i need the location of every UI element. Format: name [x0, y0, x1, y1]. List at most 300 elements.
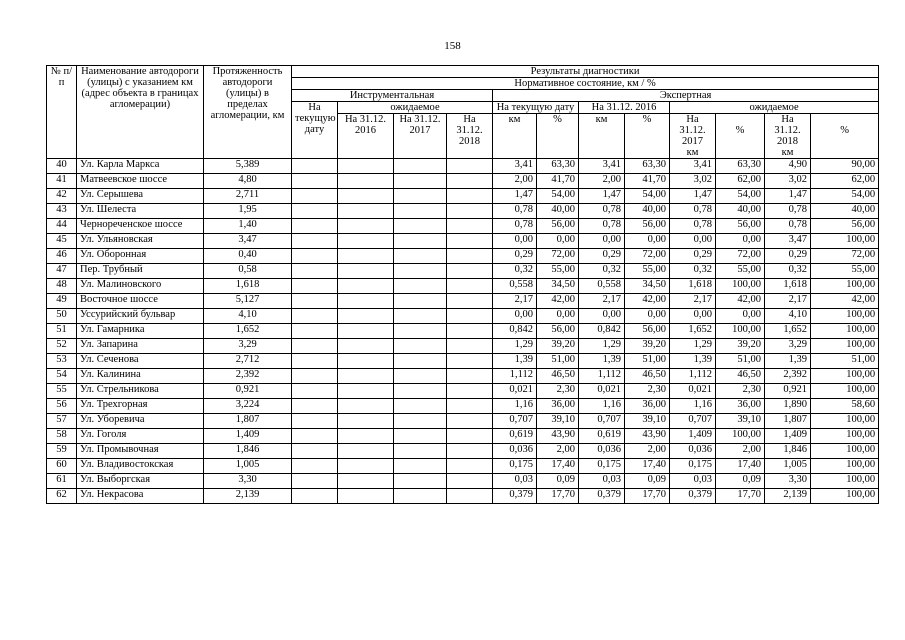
instr-2018-cell — [447, 324, 493, 339]
row-number-cell: 61 — [47, 474, 77, 489]
page-number: 158 — [444, 40, 461, 52]
current-km-cell: 1,112 — [493, 369, 537, 384]
km-2018-cell: 0,29 — [765, 249, 811, 264]
current-pct-cell: 17,70 — [537, 489, 579, 504]
instr-2017-cell — [394, 309, 447, 324]
road-name-cell: Уссурийский бульвар — [77, 309, 204, 324]
km-2016-cell: 0,175 — [579, 459, 625, 474]
pct-2016-cell: 34,50 — [625, 279, 670, 294]
pct-2016-cell: 39,10 — [625, 414, 670, 429]
pct-2016-cell: 56,00 — [625, 219, 670, 234]
instr-2016-cell — [338, 414, 394, 429]
pct-2017-cell: 17,40 — [716, 459, 765, 474]
instr-2018-cell — [447, 339, 493, 354]
current-pct-cell: 0,00 — [537, 309, 579, 324]
pct-2016-cell: 46,50 — [625, 369, 670, 384]
current-pct-cell: 34,50 — [537, 279, 579, 294]
instr-2017-cell — [394, 474, 447, 489]
row-number-cell: 49 — [47, 294, 77, 309]
header-pct: % — [537, 114, 579, 159]
km-2018-cell: 2,139 — [765, 489, 811, 504]
instr-current-cell — [292, 369, 338, 384]
instr-2017-cell — [394, 399, 447, 414]
table-row — [47, 249, 879, 264]
road-length-cell: 4,10 — [204, 309, 292, 324]
km-2016-cell: 0,78 — [579, 219, 625, 234]
instr-current-cell — [292, 189, 338, 204]
table-row — [47, 489, 879, 504]
km-2018-cell: 4,90 — [765, 159, 811, 174]
pct-2018-cell: 100,00 — [811, 429, 879, 444]
instr-2016-cell — [338, 279, 394, 294]
current-km-cell: 0,29 — [493, 249, 537, 264]
road-length-cell: 2,711 — [204, 189, 292, 204]
instr-current-cell — [292, 309, 338, 324]
pct-2018-cell: 100,00 — [811, 279, 879, 294]
pct-2016-cell: 2,30 — [625, 384, 670, 399]
km-2018-cell: 3,29 — [765, 339, 811, 354]
pct-2016-cell: 2,00 — [625, 444, 670, 459]
row-number-cell: 57 — [47, 414, 77, 429]
km-2017-cell: 0,32 — [670, 264, 716, 279]
road-length-cell: 1,807 — [204, 414, 292, 429]
instr-2018-cell — [447, 249, 493, 264]
instr-2016-cell — [338, 399, 394, 414]
instr-2016-cell — [338, 189, 394, 204]
row-number-cell: 45 — [47, 234, 77, 249]
current-km-cell: 0,036 — [493, 444, 537, 459]
instr-2016-cell — [338, 249, 394, 264]
table-row — [47, 174, 879, 189]
pct-2018-cell: 100,00 — [811, 324, 879, 339]
header-expert-2018: На 31.12. 2018 км — [765, 114, 811, 159]
pct-2016-cell: 39,20 — [625, 339, 670, 354]
instr-2018-cell — [447, 369, 493, 384]
table-row — [47, 384, 879, 399]
instr-current-cell — [292, 459, 338, 474]
pct-2016-cell: 40,00 — [625, 204, 670, 219]
pct-2016-cell: 0,00 — [625, 309, 670, 324]
current-km-cell: 1,29 — [493, 339, 537, 354]
pct-2018-cell: 62,00 — [811, 174, 879, 189]
row-number-cell: 43 — [47, 204, 77, 219]
pct-2018-cell: 100,00 — [811, 369, 879, 384]
km-2016-cell: 0,78 — [579, 204, 625, 219]
table-row — [47, 474, 879, 489]
road-length-cell: 1,652 — [204, 324, 292, 339]
km-2017-cell: 1,47 — [670, 189, 716, 204]
km-2017-cell: 0,175 — [670, 459, 716, 474]
instr-2016-cell — [338, 324, 394, 339]
pct-2018-cell: 55,00 — [811, 264, 879, 279]
instr-2017-cell — [394, 384, 447, 399]
row-number-cell: 40 — [47, 159, 77, 174]
pct-2017-cell: 17,70 — [716, 489, 765, 504]
pct-2017-cell: 2,30 — [716, 384, 765, 399]
km-2016-cell: 0,036 — [579, 444, 625, 459]
road-name-cell: Ул. Выборгская — [77, 474, 204, 489]
road-name-cell: Ул. Карла Маркса — [77, 159, 204, 174]
pct-2018-cell: 100,00 — [811, 489, 879, 504]
row-number-cell: 50 — [47, 309, 77, 324]
table-row — [47, 414, 879, 429]
current-pct-cell: 17,40 — [537, 459, 579, 474]
header-instr-2018: На 31.12. 2018 — [447, 114, 493, 159]
km-2018-cell: 0,32 — [765, 264, 811, 279]
road-name-cell: Ул. Гамарника — [77, 324, 204, 339]
current-km-cell: 0,379 — [493, 489, 537, 504]
instr-2018-cell — [447, 444, 493, 459]
pct-2017-cell: 42,00 — [716, 294, 765, 309]
instr-current-cell — [292, 324, 338, 339]
pct-2018-cell: 56,00 — [811, 219, 879, 234]
km-2017-cell: 0,29 — [670, 249, 716, 264]
table-row — [47, 354, 879, 369]
current-pct-cell: 51,00 — [537, 354, 579, 369]
current-pct-cell: 2,00 — [537, 444, 579, 459]
current-pct-cell: 43,90 — [537, 429, 579, 444]
row-number-cell: 56 — [47, 399, 77, 414]
road-length-cell: 3,47 — [204, 234, 292, 249]
instr-2016-cell — [338, 174, 394, 189]
row-number-cell: 59 — [47, 444, 77, 459]
km-2017-cell: 0,707 — [670, 414, 716, 429]
instr-2016-cell — [338, 429, 394, 444]
header-expert-expected: ожидаемое — [670, 102, 879, 114]
instr-2018-cell — [447, 309, 493, 324]
km-2018-cell: 2,17 — [765, 294, 811, 309]
road-length-cell: 2,139 — [204, 489, 292, 504]
row-number-cell: 55 — [47, 384, 77, 399]
instr-2017-cell — [394, 294, 447, 309]
current-pct-cell: 0,00 — [537, 234, 579, 249]
instr-2017-cell — [394, 279, 447, 294]
km-2016-cell: 0,00 — [579, 234, 625, 249]
km-2018-cell: 0,78 — [765, 219, 811, 234]
current-km-cell: 0,00 — [493, 309, 537, 324]
km-2018-cell: 1,47 — [765, 189, 811, 204]
km-2017-cell: 3,02 — [670, 174, 716, 189]
current-pct-cell: 42,00 — [537, 294, 579, 309]
pct-2018-cell: 100,00 — [811, 339, 879, 354]
current-km-cell: 0,00 — [493, 234, 537, 249]
instr-2017-cell — [394, 324, 447, 339]
pct-2018-cell: 42,00 — [811, 294, 879, 309]
current-km-cell: 0,842 — [493, 324, 537, 339]
km-2018-cell: 4,10 — [765, 309, 811, 324]
pct-2017-cell: 39,10 — [716, 414, 765, 429]
current-pct-cell: 40,00 — [537, 204, 579, 219]
row-number-cell: 52 — [47, 339, 77, 354]
row-number-cell: 51 — [47, 324, 77, 339]
instr-2016-cell — [338, 474, 394, 489]
instr-2016-cell — [338, 204, 394, 219]
instr-2018-cell — [447, 399, 493, 414]
km-2016-cell: 1,47 — [579, 189, 625, 204]
km-2017-cell: 2,17 — [670, 294, 716, 309]
row-number-cell: 41 — [47, 174, 77, 189]
instr-current-cell — [292, 204, 338, 219]
km-2016-cell: 3,41 — [579, 159, 625, 174]
instr-2016-cell — [338, 294, 394, 309]
instr-current-cell — [292, 474, 338, 489]
road-length-cell: 2,392 — [204, 369, 292, 384]
instr-2018-cell — [447, 489, 493, 504]
instr-2017-cell — [394, 489, 447, 504]
pct-2017-cell: 55,00 — [716, 264, 765, 279]
instr-2016-cell — [338, 369, 394, 384]
pct-2018-cell: 100,00 — [811, 234, 879, 249]
header-expert-current-date: На текущую дату — [493, 102, 579, 114]
km-2018-cell: 1,807 — [765, 414, 811, 429]
instr-2016-cell — [338, 354, 394, 369]
instr-2017-cell — [394, 174, 447, 189]
km-2018-cell: 0,921 — [765, 384, 811, 399]
instr-current-cell — [292, 249, 338, 264]
pct-2016-cell: 36,00 — [625, 399, 670, 414]
pct-2017-cell: 46,50 — [716, 369, 765, 384]
current-km-cell: 0,707 — [493, 414, 537, 429]
instr-2017-cell — [394, 219, 447, 234]
km-2016-cell: 1,16 — [579, 399, 625, 414]
instr-current-cell — [292, 279, 338, 294]
km-2016-cell: 1,112 — [579, 369, 625, 384]
instr-2018-cell — [447, 294, 493, 309]
current-km-cell: 0,558 — [493, 279, 537, 294]
km-2017-cell: 0,78 — [670, 204, 716, 219]
current-pct-cell: 63,30 — [537, 159, 579, 174]
km-2016-cell: 0,379 — [579, 489, 625, 504]
header-pct: % — [625, 114, 670, 159]
instr-current-cell — [292, 219, 338, 234]
km-2018-cell: 1,39 — [765, 354, 811, 369]
km-2017-cell: 0,78 — [670, 219, 716, 234]
diagnostics-table — [46, 65, 879, 504]
road-length-cell: 4,80 — [204, 174, 292, 189]
road-length-cell: 5,127 — [204, 294, 292, 309]
instr-2016-cell — [338, 159, 394, 174]
pct-2017-cell: 56,00 — [716, 219, 765, 234]
road-name-cell: Ул. Оборонная — [77, 249, 204, 264]
instr-2018-cell — [447, 264, 493, 279]
instr-2018-cell — [447, 219, 493, 234]
current-km-cell: 3,41 — [493, 159, 537, 174]
km-2018-cell: 1,890 — [765, 399, 811, 414]
header-instr-2016: На 31.12. 2016 — [338, 114, 394, 159]
instr-2016-cell — [338, 459, 394, 474]
km-2017-cell: 1,652 — [670, 324, 716, 339]
pct-2016-cell: 54,00 — [625, 189, 670, 204]
road-length-cell: 0,921 — [204, 384, 292, 399]
instr-2017-cell — [394, 369, 447, 384]
table-row — [47, 444, 879, 459]
instr-2018-cell — [447, 174, 493, 189]
road-length-cell: 5,389 — [204, 159, 292, 174]
instr-2018-cell — [447, 414, 493, 429]
row-number-cell: 60 — [47, 459, 77, 474]
header-length: Протяженность автодороги (улицы) в пределах агломерации, км — [204, 66, 292, 159]
km-2018-cell: 3,02 — [765, 174, 811, 189]
instr-2017-cell — [394, 429, 447, 444]
pct-2018-cell: 90,00 — [811, 159, 879, 174]
km-2016-cell: 0,707 — [579, 414, 625, 429]
current-km-cell: 0,32 — [493, 264, 537, 279]
current-pct-cell: 56,00 — [537, 324, 579, 339]
instr-2017-cell — [394, 159, 447, 174]
road-name-cell: Ул. Владивостокская — [77, 459, 204, 474]
pct-2016-cell: 72,00 — [625, 249, 670, 264]
instr-2018-cell — [447, 384, 493, 399]
row-number-cell: 53 — [47, 354, 77, 369]
pct-2018-cell: 40,00 — [811, 204, 879, 219]
current-pct-cell: 46,50 — [537, 369, 579, 384]
km-2018-cell: 3,47 — [765, 234, 811, 249]
road-name-cell: Ул. Калинина — [77, 369, 204, 384]
instr-2016-cell — [338, 384, 394, 399]
instr-2018-cell — [447, 459, 493, 474]
km-2017-cell: 3,41 — [670, 159, 716, 174]
header-expert-2016: На 31.12. 2016 — [579, 102, 670, 114]
table-row — [47, 369, 879, 384]
road-name-cell: Пер. Трубный — [77, 264, 204, 279]
km-2018-cell: 1,846 — [765, 444, 811, 459]
road-name-cell: Ул. Уборевича — [77, 414, 204, 429]
pct-2018-cell: 72,00 — [811, 249, 879, 264]
km-2017-cell: 1,16 — [670, 399, 716, 414]
pct-2016-cell: 63,30 — [625, 159, 670, 174]
header-pct: % — [811, 114, 879, 159]
current-km-cell: 1,39 — [493, 354, 537, 369]
pct-2016-cell: 17,70 — [625, 489, 670, 504]
instr-current-cell — [292, 339, 338, 354]
table-header — [47, 66, 879, 159]
header-expert-2017: На 31.12. 2017 км — [670, 114, 716, 159]
pct-2017-cell: 72,00 — [716, 249, 765, 264]
row-number-cell: 44 — [47, 219, 77, 234]
header-expert: Экспертная — [493, 90, 879, 102]
current-km-cell: 2,00 — [493, 174, 537, 189]
header-instr-expected: ожидаемое — [338, 102, 493, 114]
road-name-cell: Ул. Запарина — [77, 339, 204, 354]
table-row — [47, 399, 879, 414]
road-length-cell: 3,224 — [204, 399, 292, 414]
current-km-cell: 2,17 — [493, 294, 537, 309]
current-km-cell: 1,16 — [493, 399, 537, 414]
instr-2017-cell — [394, 249, 447, 264]
road-name-cell: Ул. Гоголя — [77, 429, 204, 444]
instr-2018-cell — [447, 474, 493, 489]
km-2018-cell: 2,392 — [765, 369, 811, 384]
km-2016-cell: 0,619 — [579, 429, 625, 444]
km-2018-cell: 1,652 — [765, 324, 811, 339]
km-2016-cell: 0,558 — [579, 279, 625, 294]
road-length-cell: 1,846 — [204, 444, 292, 459]
km-2018-cell: 0,78 — [765, 204, 811, 219]
instr-2018-cell — [447, 279, 493, 294]
current-pct-cell: 54,00 — [537, 189, 579, 204]
road-length-cell: 2,712 — [204, 354, 292, 369]
table-row — [47, 234, 879, 249]
road-name-cell: Восточное шоссе — [77, 294, 204, 309]
table-body — [47, 159, 879, 504]
row-number-cell: 48 — [47, 279, 77, 294]
instr-current-cell — [292, 429, 338, 444]
instr-2017-cell — [394, 204, 447, 219]
row-number-cell: 46 — [47, 249, 77, 264]
road-length-cell: 1,005 — [204, 459, 292, 474]
road-name-cell: Ул. Шелеста — [77, 204, 204, 219]
km-2017-cell: 0,379 — [670, 489, 716, 504]
pct-2016-cell: 0,09 — [625, 474, 670, 489]
km-2017-cell: 1,409 — [670, 429, 716, 444]
current-km-cell: 0,03 — [493, 474, 537, 489]
km-2016-cell: 1,29 — [579, 339, 625, 354]
header-results: Результаты диагностики — [292, 66, 879, 78]
current-km-cell: 0,021 — [493, 384, 537, 399]
pct-2017-cell: 0,09 — [716, 474, 765, 489]
road-name-cell: Ул. Некрасова — [77, 489, 204, 504]
km-2017-cell: 0,021 — [670, 384, 716, 399]
pct-2016-cell: 51,00 — [625, 354, 670, 369]
pct-2017-cell: 0,00 — [716, 234, 765, 249]
pct-2017-cell: 36,00 — [716, 399, 765, 414]
instr-current-cell — [292, 174, 338, 189]
header-instr-current-date: На текущую дату — [292, 102, 338, 159]
row-number-cell: 42 — [47, 189, 77, 204]
instr-current-cell — [292, 264, 338, 279]
pct-2017-cell: 39,20 — [716, 339, 765, 354]
instr-current-cell — [292, 159, 338, 174]
table-row — [47, 324, 879, 339]
instr-current-cell — [292, 414, 338, 429]
row-number-cell: 47 — [47, 264, 77, 279]
pct-2017-cell: 40,00 — [716, 204, 765, 219]
instr-2018-cell — [447, 234, 493, 249]
instr-2018-cell — [447, 429, 493, 444]
pct-2016-cell: 56,00 — [625, 324, 670, 339]
table-row — [47, 294, 879, 309]
header-normative: Нормативное состояние, км / % — [292, 78, 879, 90]
km-2017-cell: 0,036 — [670, 444, 716, 459]
road-name-cell: Ул. Стрельникова — [77, 384, 204, 399]
road-name-cell: Матвеевское шоссе — [77, 174, 204, 189]
km-2018-cell: 1,005 — [765, 459, 811, 474]
km-2017-cell: 1,618 — [670, 279, 716, 294]
pct-2016-cell: 42,00 — [625, 294, 670, 309]
road-name-cell: Ул. Сеченова — [77, 354, 204, 369]
instr-2018-cell — [447, 159, 493, 174]
instr-2017-cell — [394, 459, 447, 474]
pct-2017-cell: 0,00 — [716, 309, 765, 324]
header-road-name: Наименование автодороги (улицы) с указанием км (адрес объекта в границах агломерации) — [77, 66, 204, 159]
road-name-cell: Ул. Серышева — [77, 189, 204, 204]
km-2018-cell: 1,618 — [765, 279, 811, 294]
road-length-cell: 1,40 — [204, 219, 292, 234]
table-row — [47, 339, 879, 354]
table-row — [47, 279, 879, 294]
header-km: км — [493, 114, 537, 159]
km-2017-cell: 1,29 — [670, 339, 716, 354]
current-km-cell: 0,78 — [493, 219, 537, 234]
km-2016-cell: 0,32 — [579, 264, 625, 279]
km-2017-cell: 1,39 — [670, 354, 716, 369]
table-row — [47, 204, 879, 219]
pct-2018-cell: 100,00 — [811, 474, 879, 489]
km-2018-cell: 1,409 — [765, 429, 811, 444]
instr-2017-cell — [394, 414, 447, 429]
header-instrumental: Инструментальная — [292, 90, 493, 102]
instr-2016-cell — [338, 264, 394, 279]
